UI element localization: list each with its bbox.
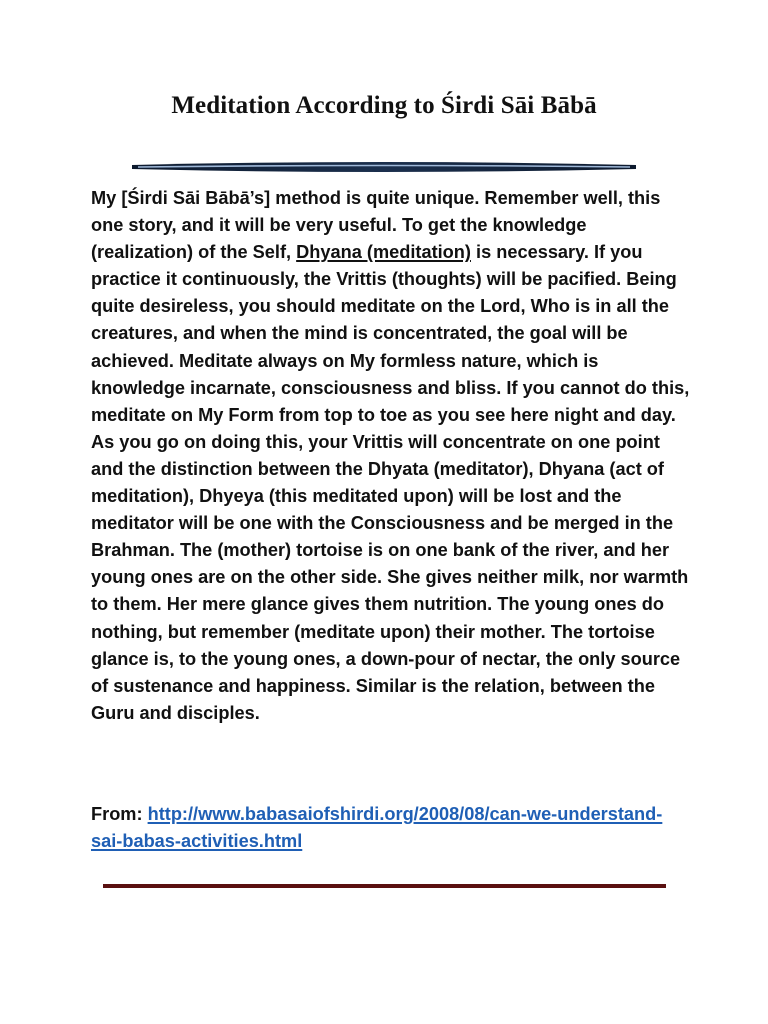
bottom-divider-line bbox=[103, 882, 666, 890]
paragraph-text-before-link: My [Śirdi Sāi Bābā’s] method is quite unique. Remember well, this one story, and it will be very useful. To get the knowledge (realization) of the Self, bbox=[91, 188, 661, 263]
paragraph-text-after-link: is necessary. If you practice it continuously, the Vrittis (thoughts) will be pacified. Being quite desireless, you should meditate on the Lord, Who is in all the creatures, and when the mind is concentrated, the goal will be achieved. Meditate always on My formless nature, which is knowledge incarnate, consciousness and bliss. If you cannot do this, meditate on My Form from top to toe as you see here night and day. As you go on doing this, your Vrittis will concentrate on one point and the distinction between the Dhyata (meditator), Dhyana (act of meditation), Dhyeya (this meditated upon) will be lost and the meditator will be one with the Consciousness and be merged in the Brahman. The (mother) tortoise is on one bank of the river, and her young ones are on the other side. She gives neither milk, nor warmth to them. Her mere glance gives them nutrition. The young ones do nothing, but remember (meditate upon) their mother. The tortoise glance is, to the young ones, a down-pour of nectar, the only source of sustenance and happiness. Similar is the relation, between the Guru and disciples. bbox=[91, 242, 690, 723]
source-line bbox=[91, 801, 691, 855]
dhyana-link[interactable]: Dhyana (meditation) bbox=[296, 242, 471, 263]
source-link[interactable]: http://www.babasaiofshirdi.org/2008/08/can-we-understand-sai-babas-activities.html bbox=[91, 804, 663, 851]
source-label: From: bbox=[91, 804, 148, 824]
page-title: Meditation According to Śirdi Sāi Bābā bbox=[171, 92, 597, 119]
decorative-double-rule bbox=[130, 160, 638, 174]
main-paragraph bbox=[91, 185, 691, 727]
